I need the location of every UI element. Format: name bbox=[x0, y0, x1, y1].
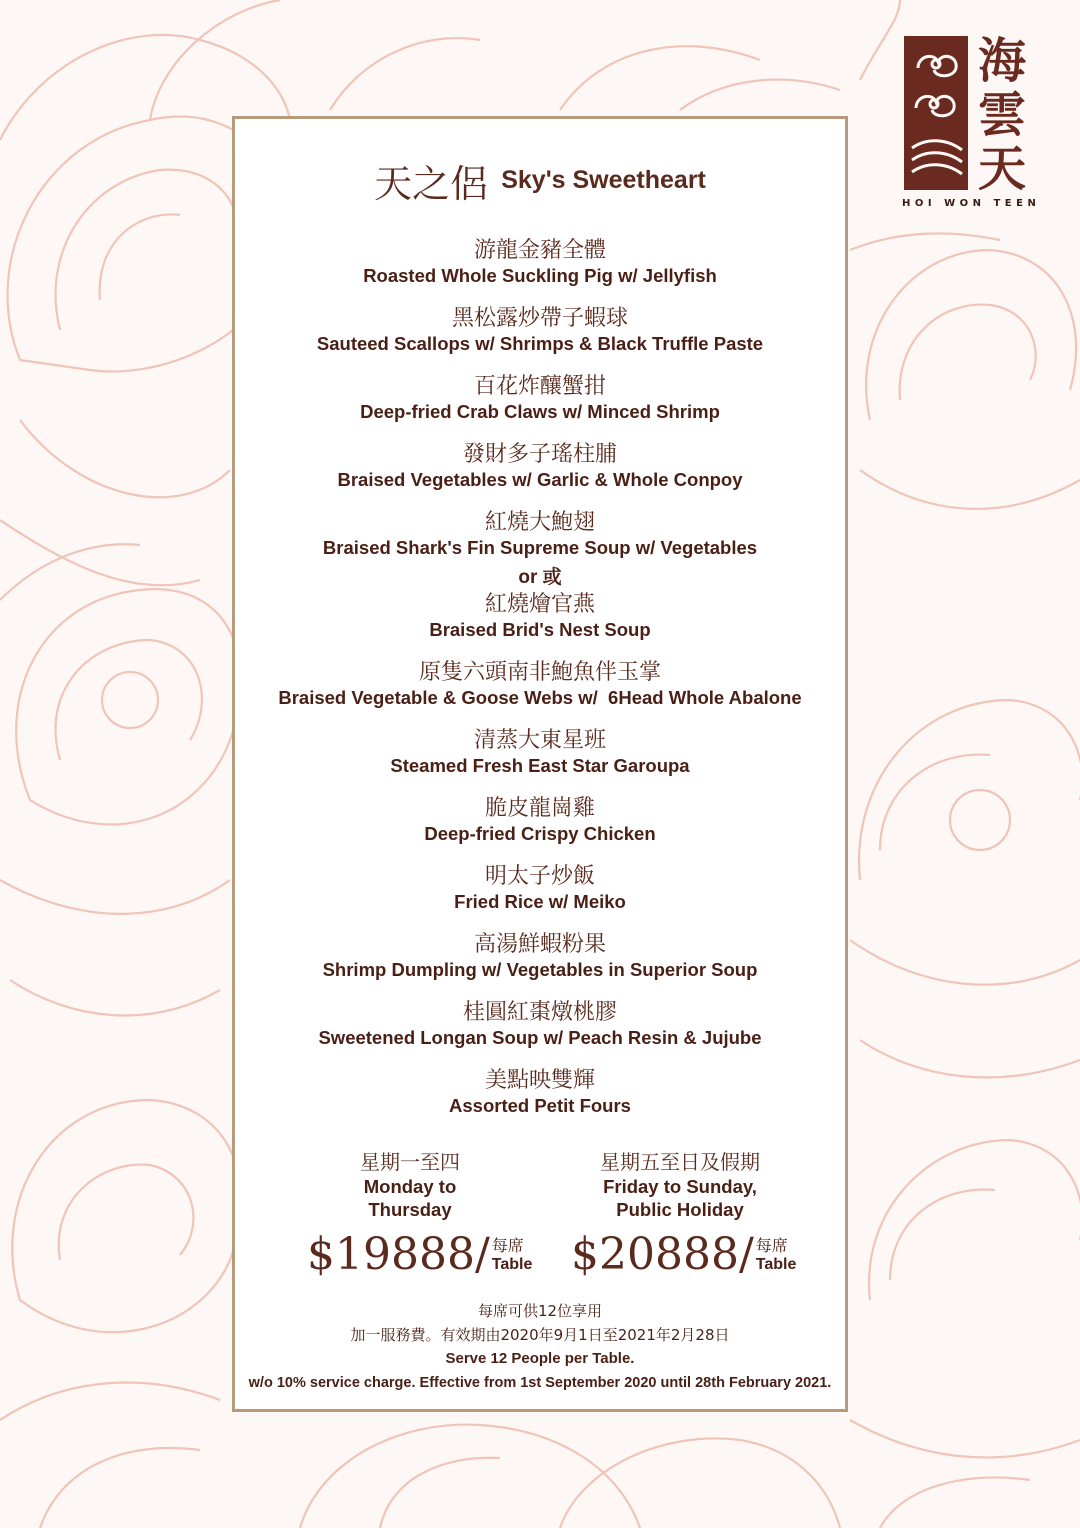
dish-name-en: Braised Vegetables w/ Garlic & Whole Conpoy bbox=[337, 469, 743, 490]
dish-name-en: Assorted Petit Fours bbox=[449, 1095, 631, 1116]
weekday-zh: 星期一至四 bbox=[360, 1150, 460, 1174]
weekday-label bbox=[330, 1149, 490, 1221]
menu-title bbox=[235, 153, 845, 208]
dish-item bbox=[235, 1067, 845, 1135]
dish-name-en: Deep-fried Crab Claws w/ Minced Shrimp bbox=[360, 401, 720, 422]
dish-item bbox=[235, 999, 845, 1067]
peony-bottom-right bbox=[850, 1140, 1080, 1528]
weekday-price bbox=[307, 1229, 532, 1280]
weekend-price bbox=[571, 1229, 796, 1280]
peony-right bbox=[850, 700, 1080, 1077]
price-slash: / bbox=[738, 1229, 754, 1280]
dish-name-zh: 桂圓紅棗燉桃膠 bbox=[462, 1000, 617, 1025]
weekday-en-line1: Monday to bbox=[363, 1176, 457, 1197]
dish-name-en: Braised Shark's Fin Supreme Soup w/ Vegetables bbox=[322, 537, 758, 558]
logo-characters bbox=[972, 34, 1032, 196]
dish-name-en: Roasted Whole Suckling Pig w/ Jellyfish bbox=[363, 265, 717, 286]
dish-name-zh: 美點映雙輝 bbox=[484, 1068, 595, 1093]
peony-bottom-left bbox=[0, 1100, 241, 1528]
dish-name-zh: 紅燒大鮑翅 bbox=[484, 510, 595, 535]
menu-title-en: Sky's Sweetheart bbox=[501, 166, 706, 194]
menu-title-zh: 天之侶 bbox=[374, 162, 489, 206]
dish-name-zh: 百花炸釀蟹拑 bbox=[473, 374, 606, 399]
dish-item bbox=[235, 441, 845, 509]
unit-zh: 每席 bbox=[491, 1235, 524, 1255]
dish-item bbox=[235, 795, 845, 863]
dish-item bbox=[235, 863, 845, 931]
dish-item bbox=[235, 373, 845, 441]
logo-char: 天 bbox=[977, 141, 1026, 197]
note-zh-validity: 加一服務費。有效期由2020年9月1日至2021年2月28日 bbox=[350, 1326, 730, 1344]
dish-name-zh: 紅燒燴官燕 bbox=[484, 592, 595, 617]
brand-logo bbox=[902, 33, 1041, 214]
price-section bbox=[235, 1149, 845, 1289]
note-en-serving: Serve 12 People per Table. bbox=[445, 1350, 635, 1367]
alternative-separator: or 或 bbox=[518, 567, 562, 588]
dish-name-en: Deep-fried Crispy Chicken bbox=[424, 823, 656, 844]
weekend-en-line2: Public Holiday bbox=[616, 1199, 744, 1220]
dish-item bbox=[235, 931, 845, 999]
weekend-zh: 星期五至日及假期 bbox=[600, 1150, 760, 1174]
unit-en: Table bbox=[755, 1255, 797, 1273]
dish-name-zh: 明太子炒飯 bbox=[484, 864, 595, 889]
logo-wordmark: HOI WON TEEN bbox=[902, 198, 1041, 209]
logo-char: 海 bbox=[977, 33, 1026, 89]
dish-name-en: Steamed Fresh East Star Garoupa bbox=[390, 755, 690, 776]
dish-name-zh: 脆皮龍崗雞 bbox=[484, 796, 595, 821]
dish-name-en: Sweetened Longan Soup w/ Peach Resin & Jujube bbox=[318, 1027, 762, 1048]
terms-notes bbox=[235, 1299, 845, 1395]
weekend-amount: $20888 bbox=[571, 1229, 739, 1280]
logo-emblem bbox=[904, 36, 968, 190]
dish-list bbox=[235, 237, 845, 1135]
note-zh-serving: 每席可供12位享用 bbox=[477, 1302, 603, 1320]
dish-item bbox=[235, 237, 845, 305]
unit-en: Table bbox=[491, 1255, 533, 1273]
dish-item bbox=[235, 727, 845, 795]
weekend-unit bbox=[756, 1236, 797, 1274]
dish-item bbox=[235, 659, 845, 727]
weekday-amount: $19888 bbox=[307, 1229, 475, 1280]
price-slash: / bbox=[474, 1229, 490, 1280]
dish-name-zh: 清蒸大東星班 bbox=[473, 728, 606, 753]
dish-name-en: Shrimp Dumpling w/ Vegetables in Superior Soup bbox=[322, 959, 758, 980]
dish-item bbox=[235, 305, 845, 373]
dish-name-en: Fried Rice w/ Meiko bbox=[454, 891, 626, 912]
weekday-en-line2: Thursday bbox=[368, 1199, 452, 1220]
logo-char: 雲 bbox=[977, 87, 1026, 143]
dish-name-zh: 發財多子瑤柱脯 bbox=[462, 442, 617, 467]
menu-card bbox=[232, 116, 848, 1412]
leaves-top bbox=[330, 38, 840, 110]
note-en-validity: w/o 10% service charge. Effective from 1st September 2020 until 28th February 2021. bbox=[248, 1375, 832, 1391]
dish-name-zh: 黑松露炒帶子蝦球 bbox=[451, 306, 628, 331]
weekend-label bbox=[565, 1149, 795, 1221]
dish-name-en: Sauteed Scallops w/ Shrimps & Black Truffle Paste bbox=[316, 333, 764, 354]
dish-name-zh: 原隻六頭南非鮑魚伴玉掌 bbox=[418, 660, 661, 685]
dish-name-zh: 高湯鮮蝦粉果 bbox=[473, 932, 606, 957]
dish-name-zh: 游龍金豬全體 bbox=[473, 238, 606, 263]
dish-name-en: Braised Brid's Nest Soup bbox=[429, 619, 651, 640]
peony-bottom-center bbox=[300, 1425, 840, 1528]
dish-item bbox=[235, 591, 845, 659]
peony-left bbox=[0, 544, 241, 1015]
unit-zh: 每席 bbox=[755, 1235, 788, 1255]
dish-name-en: Braised Vegetable & Goose Webs w/ 6Head Whole Abalone bbox=[278, 687, 802, 708]
cloud-wave-icon bbox=[906, 38, 966, 188]
weekend-en-line1: Friday to Sunday, bbox=[603, 1176, 757, 1197]
weekday-unit bbox=[492, 1236, 533, 1274]
